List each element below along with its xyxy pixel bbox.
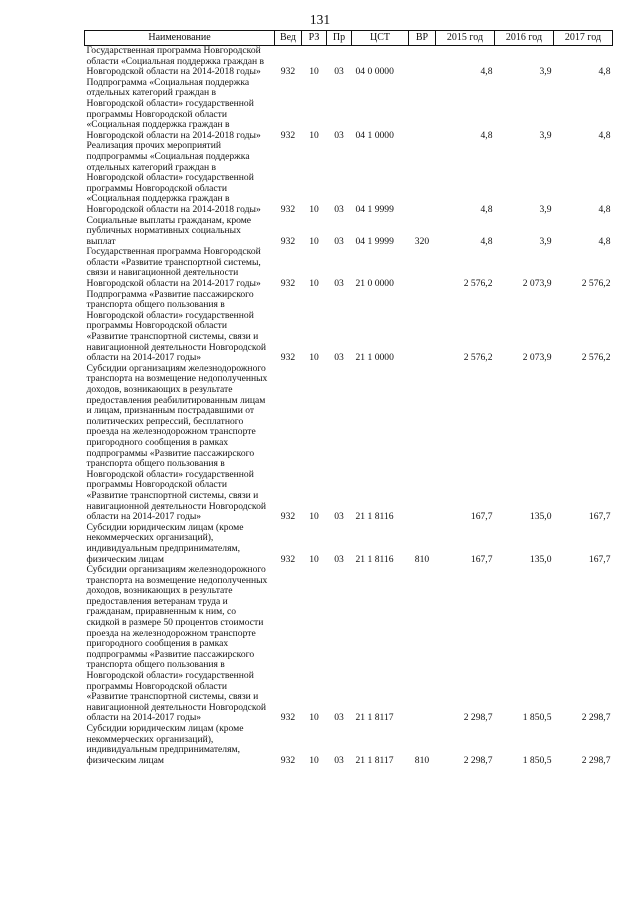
table-row bbox=[85, 46, 613, 78]
row-rz: 10 bbox=[309, 278, 319, 290]
table-row bbox=[85, 724, 613, 766]
row-vr bbox=[409, 78, 436, 142]
table-row bbox=[85, 78, 613, 142]
table-row bbox=[85, 141, 613, 215]
row-value-2017: 4,8 bbox=[598, 129, 611, 141]
row-name: Субсидии организациям железнодорожного транспорта на возмещение недополученных доходов, возникающих в результате предоставления ветеранам труда и гражданам, приравненным к ним, со скидкой в размере 50 процентов стоимости проезда на железнодорожном транспорте пригородного сообщения в рамках подпрограммы «Развитие пассажирского транспорта общего пользования в Новгородской области» государственной программы Новгородской области «Развитие транспортной системы, связи и навигационной деятельности Новгородской области на 2014-2017 годы» bbox=[86, 564, 268, 724]
row-name: Субсидии юридическим лицам (кроме некоммерческих организаций), индивидуальным предпринимателям, физическим лицам bbox=[86, 521, 244, 565]
table-row bbox=[85, 565, 613, 724]
row-value-2016: 3,9 bbox=[539, 203, 552, 215]
row-pr: 03 bbox=[334, 235, 344, 247]
row-rz: 10 bbox=[309, 235, 319, 247]
row-ved: 932 bbox=[280, 235, 296, 247]
row-pr: 03 bbox=[334, 203, 344, 215]
row-name: Подпрограмма «Развитие пассажирского транспорта общего пользования в Новгородской области» государственной программы Новгородской области «Развитие транспортной системы, связи и навигационной деятельности Новгородской области на 2014-2017 годы» bbox=[86, 288, 267, 364]
row-value-2015: 167,7 bbox=[470, 553, 493, 565]
row-cst: 21 1 8117 bbox=[355, 754, 394, 766]
header-2016: 2016 год bbox=[495, 31, 554, 46]
row-value-2015: 2 298,7 bbox=[463, 754, 493, 766]
row-value-2016: 1 850,5 bbox=[522, 712, 552, 724]
row-name: Государственная программа Новгородской области «Социальная поддержка граждан в Новгородской области на 2014-2018 годы» bbox=[86, 45, 265, 78]
row-name: Государственная программа Новгородской области «Развитие транспортной системы, связи и навигационной деятельности Новгородской области на 2014-2017 годы» bbox=[86, 246, 261, 290]
row-value-2016: 2 073,9 bbox=[522, 278, 552, 290]
row-value-2015: 4,8 bbox=[480, 66, 493, 78]
row-value-2015: 4,8 bbox=[480, 203, 493, 215]
header-cst: ЦСТ bbox=[352, 31, 409, 46]
row-value-2017: 4,8 bbox=[598, 203, 611, 215]
row-cst: 04 1 9999 bbox=[355, 203, 394, 215]
row-cst: 04 0 0000 bbox=[355, 66, 394, 78]
row-rz: 10 bbox=[309, 511, 319, 523]
row-pr: 03 bbox=[334, 712, 344, 724]
row-name: Субсидии юридическим лицам (кроме некоммерческих организаций), индивидуальным предпринимателям, физическим лицам bbox=[86, 723, 244, 766]
row-value-2016: 2 073,9 bbox=[522, 352, 552, 364]
row-value-2017: 2 576,2 bbox=[581, 352, 611, 364]
row-value-2016: 135,0 bbox=[529, 511, 552, 523]
page-number: 131 bbox=[309, 12, 331, 27]
row-vr bbox=[409, 364, 436, 523]
row-value-2015: 167,7 bbox=[470, 511, 493, 523]
row-name: Субсидии организациям железнодорожного транспорта на возмещение недополученных доходов, возникающих в результате предоставления реабилитированным лицам и лицам, признанным пострадавшими от политических репрессий, бесплатного проезда на железнодорожном транспорте пригородного сообщения в рамках подпрограммы «Развитие пассажирского транспорта общего пользования в Новгородской области» государственной программы Новгородской области «Развитие транспортной системы, связи и навигационной деятельности Новгородской области на 2014-2017 годы» bbox=[86, 362, 268, 523]
row-value-2017: 2 298,7 bbox=[581, 712, 611, 724]
row-rz: 10 bbox=[309, 712, 319, 724]
row-name: Социальные выплаты гражданам, кроме публичных нормативных социальных выплат bbox=[86, 214, 252, 247]
table-row bbox=[85, 523, 613, 565]
row-value-2015: 4,8 bbox=[480, 129, 493, 141]
row-value-2016: 135,0 bbox=[529, 553, 552, 565]
row-value-2017: 167,7 bbox=[588, 553, 611, 565]
row-value-2015: 4,8 bbox=[480, 235, 493, 247]
row-name: Подпрограмма «Социальная поддержка отдельных категорий граждан в Новгородской области» государственной программы Новгородской области «Социальная поддержка граждан в Новгородской области на 2014-2018 годы» bbox=[86, 76, 261, 141]
table-row bbox=[85, 216, 613, 248]
row-pr: 03 bbox=[334, 754, 344, 766]
row-value-2016: 3,9 bbox=[539, 129, 552, 141]
row-cst: 04 1 9999 bbox=[355, 235, 394, 247]
row-pr: 03 bbox=[334, 129, 344, 141]
row-vr bbox=[409, 247, 436, 289]
header-name: Наименование bbox=[85, 31, 275, 46]
table-header-row bbox=[85, 31, 613, 46]
header-ved: Вед bbox=[275, 31, 302, 46]
row-rz: 10 bbox=[309, 129, 319, 141]
row-vr: 320 bbox=[414, 235, 430, 247]
row-vr bbox=[409, 141, 436, 215]
row-pr: 03 bbox=[334, 66, 344, 78]
row-ved: 932 bbox=[280, 553, 296, 565]
row-rz: 10 bbox=[309, 553, 319, 565]
row-ved: 932 bbox=[280, 278, 296, 290]
row-value-2017: 2 576,2 bbox=[581, 278, 611, 290]
row-value-2015: 2 576,2 bbox=[463, 278, 493, 290]
table-row bbox=[85, 290, 613, 364]
header-2015: 2015 год bbox=[436, 31, 495, 46]
row-rz: 10 bbox=[309, 203, 319, 215]
row-ved: 932 bbox=[280, 352, 296, 364]
row-ved: 932 bbox=[280, 511, 296, 523]
row-value-2017: 4,8 bbox=[598, 66, 611, 78]
row-value-2015: 2 576,2 bbox=[463, 352, 493, 364]
row-cst: 04 1 0000 bbox=[355, 129, 394, 141]
row-vr: 810 bbox=[414, 553, 430, 565]
row-pr: 03 bbox=[334, 278, 344, 290]
row-value-2017: 167,7 bbox=[588, 511, 611, 523]
row-name: Реализация прочих мероприятий подпрограммы «Социальная поддержка отдельных категорий граждан в Новгородской области» государственной программы Новгородской области «Социальная поддержка граждан в Новгородской области на 2014-2018 годы» bbox=[86, 140, 261, 215]
row-rz: 10 bbox=[309, 66, 319, 78]
header-vr: ВР bbox=[409, 31, 436, 46]
row-vr bbox=[409, 290, 436, 364]
row-vr bbox=[409, 46, 436, 78]
row-ved: 932 bbox=[280, 754, 296, 766]
row-value-2016: 1 850,5 bbox=[522, 754, 552, 766]
row-ved: 932 bbox=[280, 203, 296, 215]
row-vr bbox=[409, 565, 436, 724]
row-pr: 03 bbox=[334, 352, 344, 364]
row-value-2017: 2 298,7 bbox=[581, 754, 611, 766]
table-row bbox=[85, 364, 613, 523]
header-rz: РЗ bbox=[302, 31, 327, 46]
row-vr: 810 bbox=[414, 754, 430, 766]
row-value-2017: 4,8 bbox=[598, 235, 611, 247]
row-value-2016: 3,9 bbox=[539, 235, 552, 247]
row-ved: 932 bbox=[280, 129, 296, 141]
row-cst: 21 1 0000 bbox=[355, 352, 394, 364]
row-value-2015: 2 298,7 bbox=[463, 712, 493, 724]
table-row bbox=[85, 247, 613, 289]
row-pr: 03 bbox=[334, 553, 344, 565]
row-ved: 932 bbox=[280, 66, 296, 78]
row-value-2016: 3,9 bbox=[539, 66, 552, 78]
budget-table bbox=[84, 30, 613, 766]
row-cst: 21 1 8116 bbox=[355, 511, 394, 523]
row-cst: 21 0 0000 bbox=[355, 278, 394, 290]
header-pr: Пр bbox=[327, 31, 352, 46]
row-cst: 21 1 8116 bbox=[355, 553, 394, 565]
row-rz: 10 bbox=[309, 754, 319, 766]
row-pr: 03 bbox=[334, 511, 344, 523]
row-rz: 10 bbox=[309, 352, 319, 364]
header-2017: 2017 год bbox=[554, 31, 613, 46]
row-ved: 932 bbox=[280, 712, 296, 724]
row-cst: 21 1 8117 bbox=[355, 712, 394, 724]
